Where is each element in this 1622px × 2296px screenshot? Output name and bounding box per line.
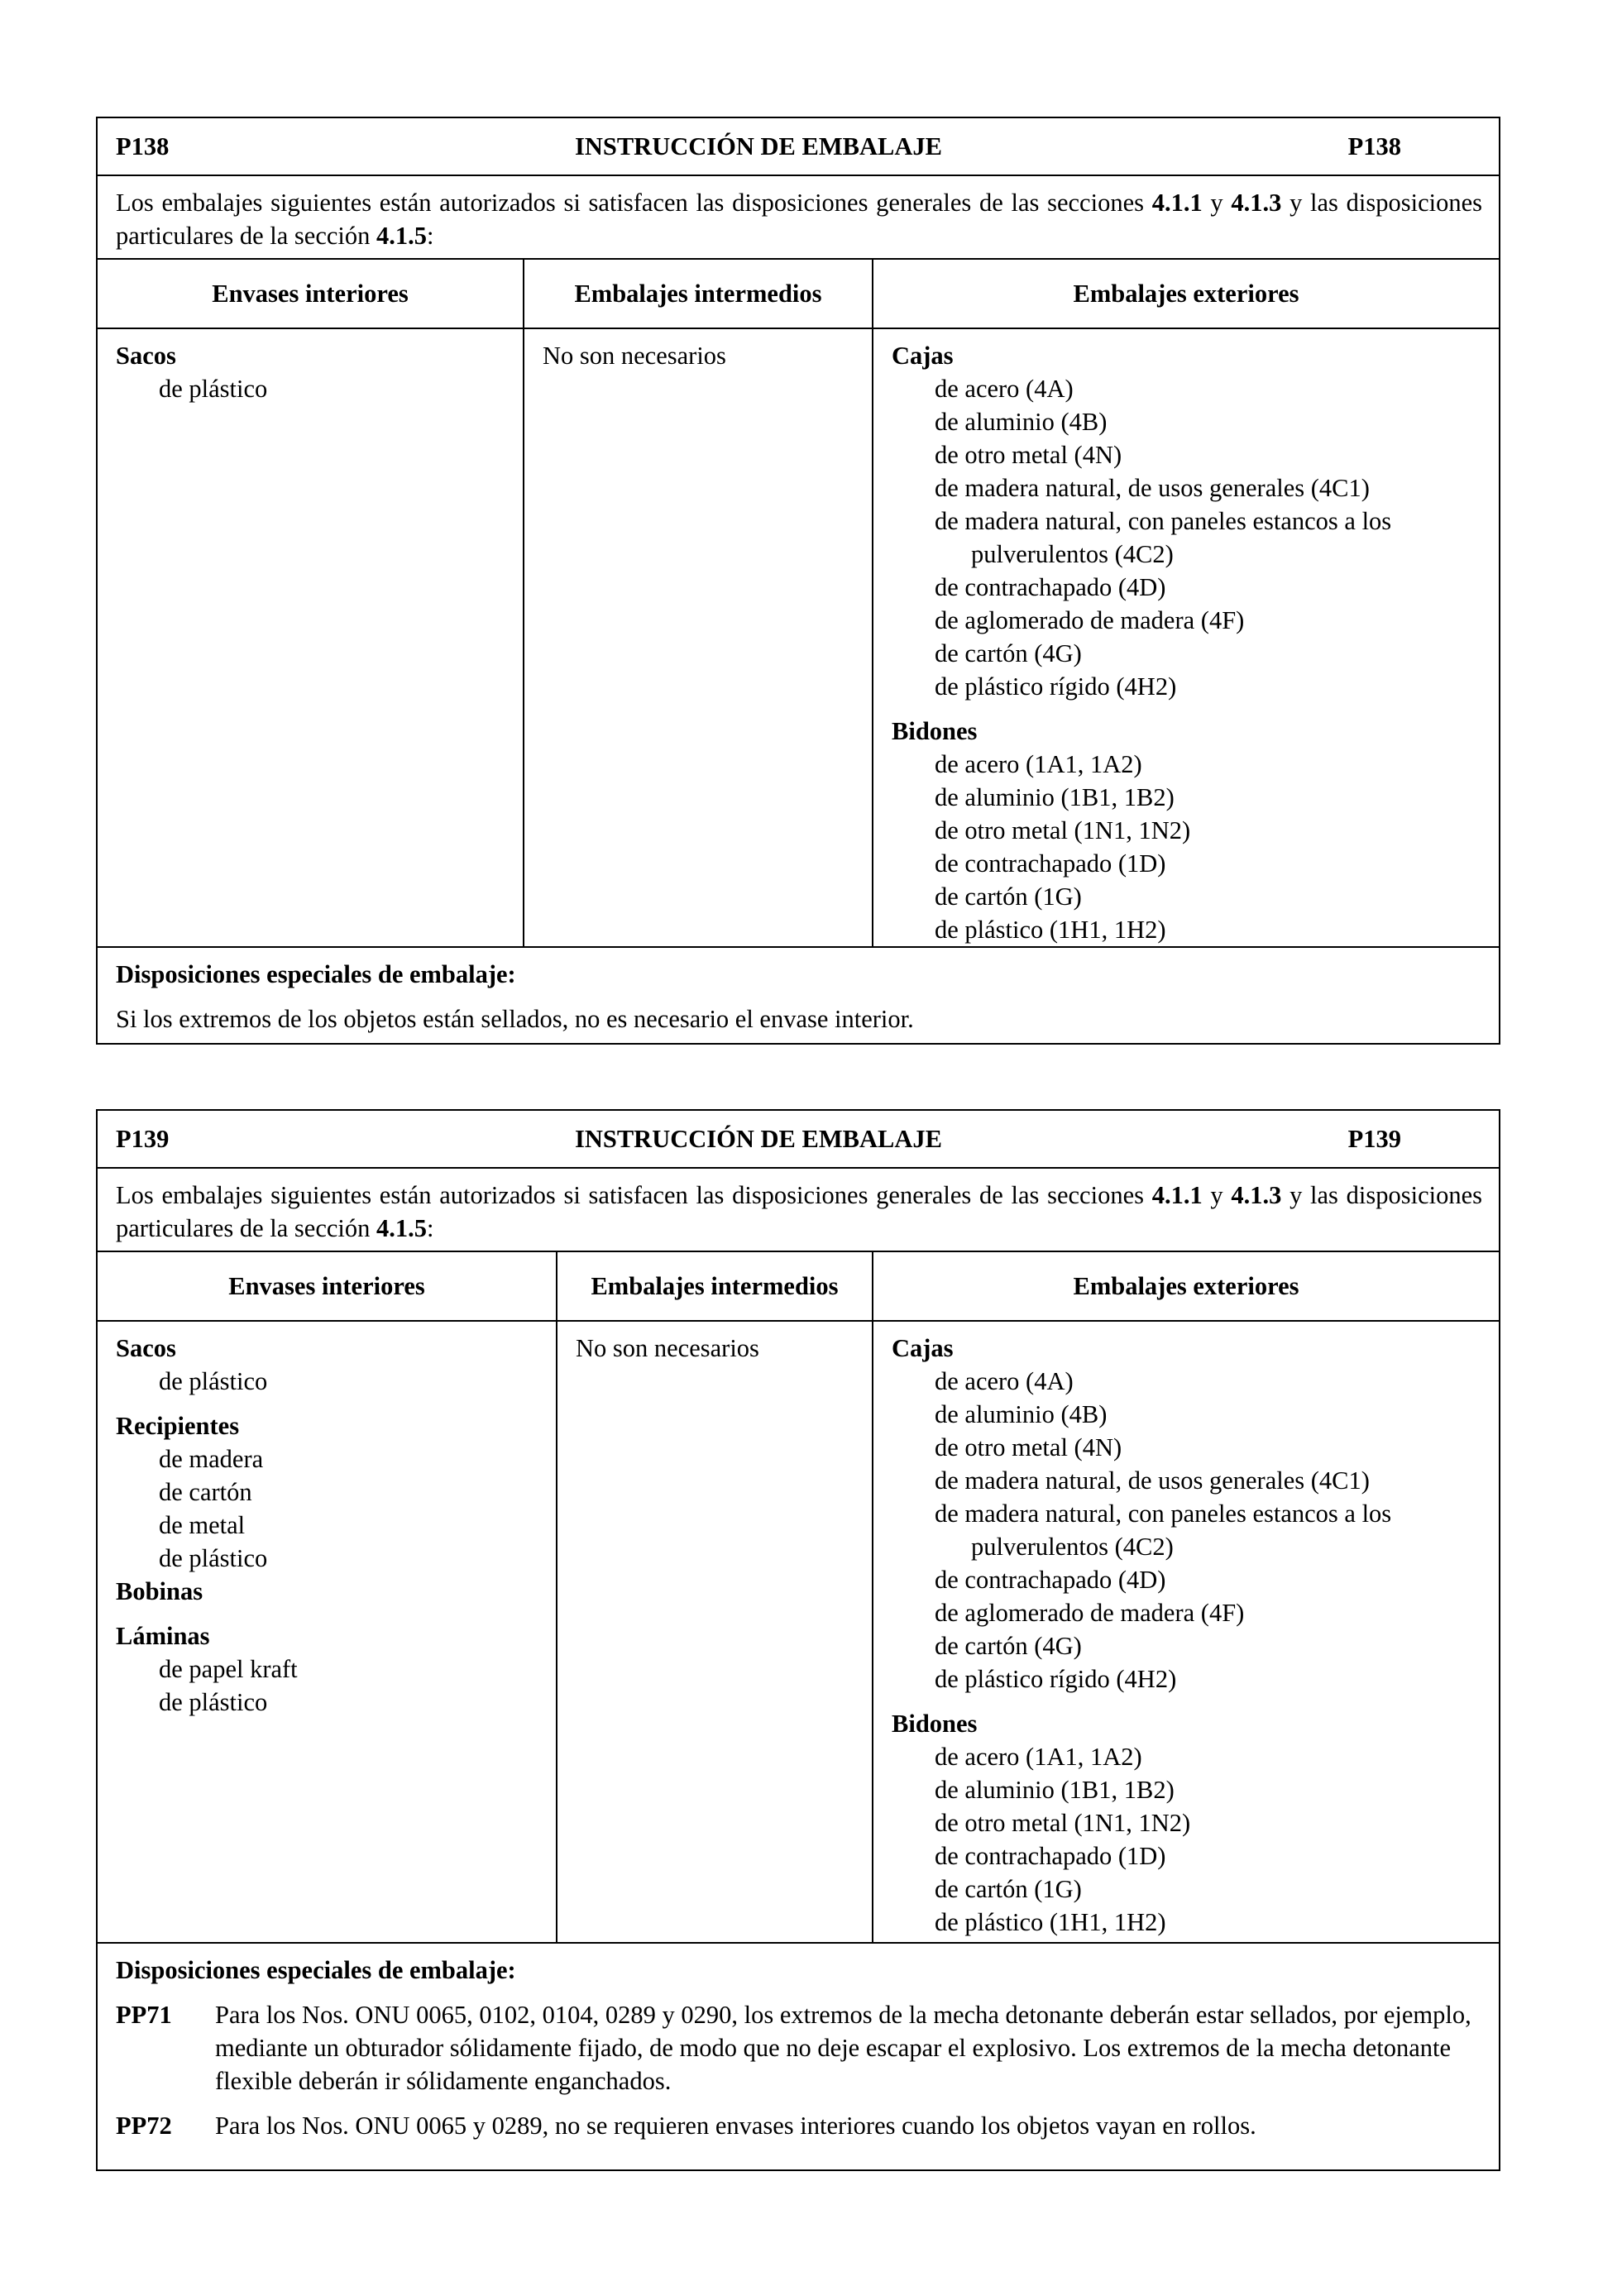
section-ref: 4.1.3 [1231, 1181, 1282, 1209]
special-provisions [98, 948, 1499, 1036]
instruction-intro [98, 176, 1499, 260]
group-item: de otro metal (1N1, 1N2) [935, 1809, 1191, 1837]
packing-instruction-p138 [96, 117, 1500, 1045]
provision-text: Para los Nos. ONU 0065, 0102, 0104, 0289 y 0290, los extremos de la mecha detonante deberán estar sellados, por ejemplo, mediante un obturador sólidamente fijado, de modo que no deje escapar el explosivo. Los extremos de la mecha detonante flexible deberán ir sólidamente enganchados. [215, 2001, 1471, 2095]
intro-text: y [1202, 189, 1232, 217]
packaging-group [116, 1619, 556, 1719]
packaging-group [116, 339, 523, 405]
inner-packagings [98, 329, 523, 946]
group-title: Bobinas [116, 1577, 203, 1605]
group-item: de cartón (4G) [935, 1632, 1082, 1660]
provision-item [116, 2109, 1482, 2142]
group-item: de plástico [159, 1367, 268, 1395]
provision-text: Para los Nos. ONU 0065 y 0289, no se requieren envases interiores cuando los objetos vayan en rollos. [215, 2112, 1256, 2140]
group-item: de plástico [159, 1688, 268, 1716]
column-headers [98, 260, 1499, 329]
group-item: de aluminio (4B) [935, 408, 1108, 436]
group-item: de cartón (1G) [935, 1875, 1082, 1903]
instruction-code-left: P138 [116, 132, 170, 160]
group-item: de madera natural, con paneles estancos a los [935, 1500, 1392, 1528]
group-item: de acero (4A) [935, 375, 1074, 403]
outer-packagings [872, 1322, 1499, 1942]
special-provisions-title: Disposiciones especiales de embalaje: [116, 960, 516, 988]
group-title: Recipientes [116, 1412, 240, 1440]
intermediate-text: No son necesarios [576, 1334, 759, 1362]
group-item: de papel kraft [159, 1655, 298, 1683]
group-item: de plástico rígido (4H2) [935, 1665, 1177, 1693]
section-ref: 4.1.1 [1151, 189, 1203, 217]
special-provisions-text: Si los extremos de los objetos están sellados, no es necesario el envase interior. [116, 1005, 914, 1033]
group-item: de madera [159, 1445, 264, 1473]
inner-packagings [98, 1322, 556, 1942]
packaging-group [116, 1409, 556, 1575]
group-item: de aglomerado de madera (4F) [935, 1599, 1245, 1627]
column-header-intermediate: Embalajes intermedios [523, 260, 872, 328]
provision-code: PP72 [116, 2112, 172, 2140]
group-item: de cartón (1G) [935, 883, 1082, 911]
group-title: Bidones [892, 1710, 978, 1738]
group-item: de plástico [159, 375, 268, 403]
column-header-outer: Embalajes exteriores [872, 260, 1499, 328]
intermediate-packagings [523, 329, 872, 946]
group-item: de cartón [159, 1478, 252, 1506]
instruction-intro [98, 1169, 1499, 1252]
packaging-group [892, 715, 1499, 946]
section-ref: 4.1.3 [1231, 189, 1282, 217]
section-ref: 4.1.5 [376, 1214, 428, 1242]
group-item: pulverulentos (4C2) [971, 540, 1174, 568]
column-header-outer: Embalajes exteriores [872, 1252, 1499, 1320]
group-title: Sacos [116, 1334, 176, 1362]
column-header-intermediate: Embalajes intermedios [556, 1252, 872, 1320]
column-headers [98, 1252, 1499, 1322]
group-item: de contrachapado (4D) [935, 1566, 1166, 1594]
group-item: de acero (1A1, 1A2) [935, 750, 1142, 778]
intermediate-text: No son necesarios [543, 342, 726, 370]
instruction-code-left: P139 [116, 1124, 170, 1153]
section-ref: 4.1.1 [1151, 1181, 1203, 1209]
intro-text: : [427, 1214, 434, 1242]
group-item: de otro metal (1N1, 1N2) [935, 816, 1191, 844]
packaging-group [892, 1332, 1499, 1696]
intro-text: : [427, 222, 434, 250]
group-item: de plástico (1H1, 1H2) [935, 1908, 1166, 1936]
intermediate-packagings [556, 1322, 872, 1942]
group-item: de madera natural, de usos generales (4C1) [935, 1466, 1370, 1495]
provision-code: PP71 [116, 2001, 172, 2029]
instruction-title: INSTRUCCIÓN DE EMBALAJE [574, 1124, 942, 1153]
group-item: de aluminio (4B) [935, 1400, 1108, 1428]
intro-text: y las disposiciones particulares de la sección [116, 1181, 1482, 1242]
group-item: de otro metal (4N) [935, 441, 1122, 469]
packaging-group [892, 1707, 1499, 1939]
group-title: Láminas [116, 1622, 210, 1650]
packaging-group [892, 339, 1499, 703]
intro-text: Los embalajes siguientes están autorizados si satisfacen las disposiciones generales de las secciones [116, 189, 1152, 217]
group-item: de contrachapado (1D) [935, 1842, 1166, 1870]
instruction-title: INSTRUCCIÓN DE EMBALAJE [574, 132, 942, 160]
outer-packagings [872, 329, 1499, 946]
group-item: de plástico [159, 1544, 268, 1572]
provision-item [116, 1998, 1482, 2097]
group-title: Sacos [116, 342, 176, 370]
group-item: de madera natural, con paneles estancos a los [935, 507, 1392, 535]
group-item: de aluminio (1B1, 1B2) [935, 1776, 1175, 1804]
group-item: de contrachapado (4D) [935, 573, 1166, 601]
column-header-inner: Envases interiores [212, 279, 409, 308]
instruction-header [98, 118, 1499, 176]
group-item: de contrachapado (1D) [935, 849, 1166, 878]
packaging-columns [98, 1322, 1499, 1944]
packaging-columns [98, 329, 1499, 948]
special-provisions [98, 1944, 1499, 2142]
instruction-code-right: P139 [1347, 1124, 1401, 1153]
packaging-group [116, 1575, 556, 1608]
group-item: de cartón (4G) [935, 639, 1082, 667]
packaging-group [116, 1332, 556, 1398]
group-item: de plástico rígido (4H2) [935, 672, 1177, 701]
intro-text: y [1202, 1181, 1232, 1209]
group-item: de acero (1A1, 1A2) [935, 1743, 1142, 1771]
intro-text: y las disposiciones particulares de la sección [116, 189, 1482, 250]
group-item: de madera natural, de usos generales (4C1) [935, 474, 1370, 502]
group-item: de acero (4A) [935, 1367, 1074, 1395]
group-item: de aluminio (1B1, 1B2) [935, 783, 1175, 811]
instruction-code-right: P138 [1347, 132, 1401, 160]
group-title: Cajas [892, 342, 954, 370]
column-header-inner: Envases interiores [228, 1271, 425, 1300]
group-item: de plástico (1H1, 1H2) [935, 916, 1166, 944]
special-provisions-title: Disposiciones especiales de embalaje: [116, 1956, 516, 1984]
intro-text: Los embalajes siguientes están autorizados si satisfacen las disposiciones generales de las secciones [116, 1181, 1152, 1209]
group-title: Bidones [892, 717, 978, 745]
group-item: de metal [159, 1511, 246, 1539]
instruction-header [98, 1111, 1499, 1169]
group-item: de otro metal (4N) [935, 1433, 1122, 1461]
group-item: pulverulentos (4C2) [971, 1533, 1174, 1561]
group-item: de aglomerado de madera (4F) [935, 606, 1245, 634]
packing-instruction-p139 [96, 1109, 1500, 2171]
section-ref: 4.1.5 [376, 222, 428, 250]
group-title: Cajas [892, 1334, 954, 1362]
